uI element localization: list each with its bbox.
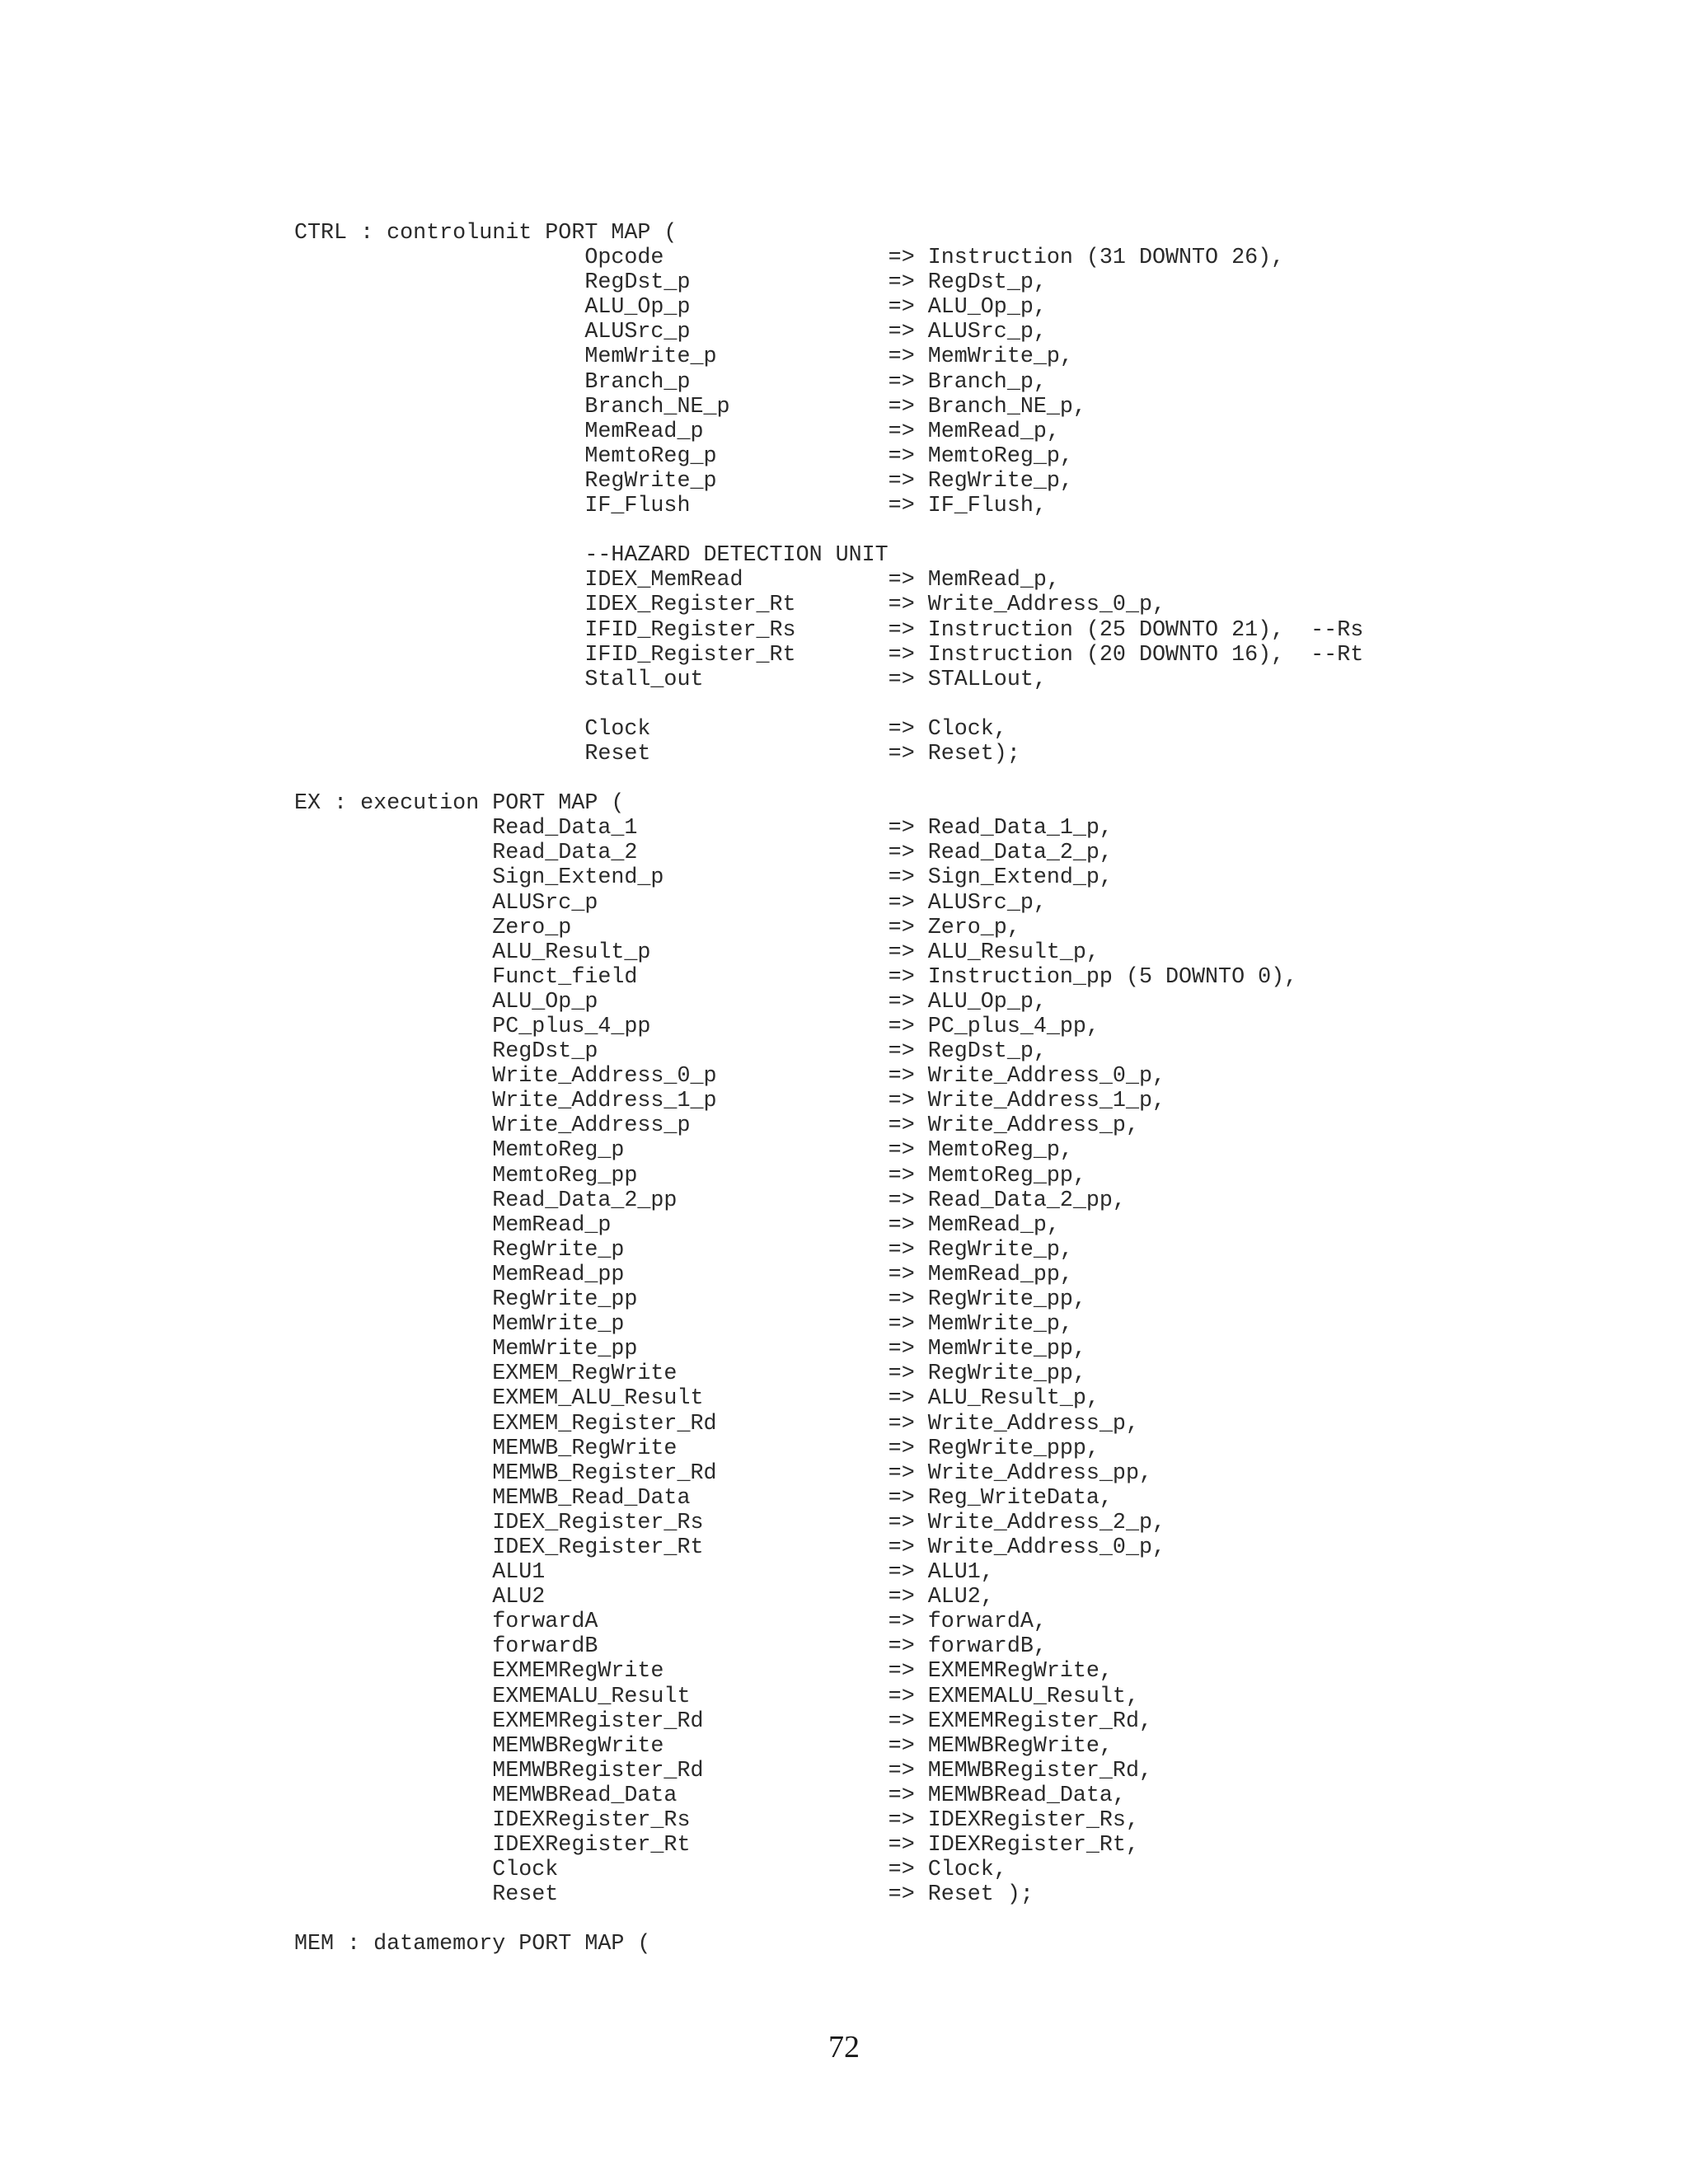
- code-line: [294, 692, 1363, 717]
- code-line: EXMEM_Register_Rd => Write_Address_p,: [294, 1411, 1139, 1436]
- code-line: IDEX_MemRead => MemRead_p,: [294, 568, 1060, 593]
- code-line: EXMEM_ALU_Result => ALU_Result_p,: [294, 1386, 1100, 1412]
- code-line: CTRL : controlunit PORT MAP (: [294, 221, 678, 246]
- code-line: RegWrite_p => RegWrite_p,: [294, 1237, 1073, 1263]
- code-line: EXMEM_RegWrite => RegWrite_pp,: [294, 1361, 1086, 1387]
- code-line: Sign_Extend_p => Sign_Extend_p,: [294, 865, 1113, 891]
- code-line: Read_Data_2_pp => Read_Data_2_pp,: [294, 1188, 1126, 1213]
- code-line: ALUSrc_p => ALUSrc_p,: [294, 320, 1047, 345]
- code-line: Zero_p => Zero_p,: [294, 915, 1020, 940]
- code-line: ALUSrc_p => ALUSrc_p,: [294, 890, 1047, 916]
- code-line: ALU1 => ALU1,: [294, 1560, 994, 1586]
- code-line: forwardB => forwardB,: [294, 1634, 1047, 1660]
- code-line: MemtoReg_pp => MemtoReg_pp,: [294, 1163, 1086, 1188]
- code-line: ALU_Op_p => ALU_Op_p,: [294, 295, 1047, 321]
- code-line: IDEXRegister_Rs => IDEXRegister_Rs,: [294, 1808, 1139, 1833]
- code-line: MEMWB_Read_Data => Reg_WriteData,: [294, 1485, 1113, 1511]
- code-line: Write_Address_1_p => Write_Address_1_p,: [294, 1089, 1165, 1114]
- code-line: Read_Data_2 => Read_Data_2_p,: [294, 841, 1113, 866]
- code-line: Branch_p => Branch_p,: [294, 369, 1047, 395]
- code-line: ALU2 => ALU2,: [294, 1585, 994, 1610]
- code-line: MEM : datamemory PORT MAP (: [294, 1932, 651, 1957]
- code-line: MemWrite_p => MemWrite_p,: [294, 1312, 1073, 1338]
- code-line: IDEXRegister_Rt => IDEXRegister_Rt,: [294, 1833, 1139, 1858]
- code-line: Read_Data_1 => Read_Data_1_p,: [294, 816, 1113, 841]
- code-line: MemRead_pp => MemRead_pp,: [294, 1262, 1073, 1287]
- code-line: IDEX_Register_Rt => Write_Address_0_p,: [294, 593, 1165, 618]
- code-line: MEMWBRegister_Rd => MEMWBRegister_Rd,: [294, 1758, 1152, 1783]
- code-line: MEMWB_Register_Rd => Write_Address_pp,: [294, 1460, 1152, 1486]
- code-line: forwardA => forwardA,: [294, 1610, 1047, 1635]
- code-line: MemWrite_pp => MemWrite_pp,: [294, 1337, 1086, 1362]
- code-line: EXMEMALU_Result => EXMEMALU_Result,: [294, 1684, 1139, 1709]
- code-line: ALU_Op_p => ALU_Op_p,: [294, 989, 1047, 1015]
- code-line: IDEX_Register_Rs => Write_Address_2_p,: [294, 1510, 1165, 1535]
- code-line: [294, 518, 1363, 543]
- code-line: MemWrite_p => MemWrite_p,: [294, 344, 1073, 370]
- code-line: Clock => Clock,: [294, 716, 1007, 742]
- code-line: [294, 1907, 1363, 1932]
- code-line: MemRead_p => MemRead_p,: [294, 1212, 1060, 1238]
- code-line: Clock => Clock,: [294, 1858, 1007, 1883]
- code-line: EXMEMRegWrite => EXMEMRegWrite,: [294, 1659, 1113, 1685]
- page-number: 72: [828, 2030, 860, 2064]
- code-line: EXMEMRegister_Rd => EXMEMRegister_Rd,: [294, 1708, 1152, 1734]
- code-line: RegDst_p => RegDst_p,: [294, 270, 1047, 296]
- code-line: PC_plus_4_pp => PC_plus_4_pp,: [294, 1015, 1100, 1039]
- code-line: [294, 766, 1363, 791]
- code-line: Stall_out => STALLout,: [294, 667, 1047, 692]
- code-line: IF_Flush => IF_Flush,: [294, 494, 1047, 519]
- code-line: MemtoReg_p => MemtoReg_p,: [294, 1138, 1073, 1164]
- code-line: ALU_Result_p => ALU_Result_p,: [294, 940, 1100, 965]
- code-line: Reset => Reset );: [294, 1882, 1034, 1908]
- code-line: IFID_Register_Rs => Instruction (25 DOWNTO 21), --Rs: [294, 617, 1364, 643]
- code-line: MemtoReg_p => MemtoReg_p,: [294, 443, 1073, 469]
- code-line: --HAZARD DETECTION UNIT: [294, 543, 889, 569]
- code-line: RegWrite_pp => RegWrite_pp,: [294, 1287, 1086, 1313]
- code-line: Write_Address_p => Write_Address_p,: [294, 1113, 1139, 1139]
- code-line: IFID_Register_Rt => Instruction (20 DOWNTO 16), --Rt: [294, 642, 1364, 668]
- vhdl-code-listing: [294, 221, 1363, 1957]
- code-line: MEMWB_RegWrite => RegWrite_ppp,: [294, 1436, 1100, 1461]
- code-line: MemRead_p => MemRead_p,: [294, 419, 1060, 444]
- code-line: MEMWBRead_Data => MEMWBRead_Data,: [294, 1783, 1126, 1808]
- code-line: IDEX_Register_Rt => Write_Address_0_p,: [294, 1535, 1165, 1560]
- code-line: Write_Address_0_p => Write_Address_0_p,: [294, 1064, 1165, 1090]
- code-line: Reset => Reset);: [294, 741, 1020, 766]
- code-line: EX : execution PORT MAP (: [294, 791, 625, 817]
- code-line: Funct_field => Instruction_pp (5 DOWNTO 0),: [294, 964, 1298, 990]
- code-line: RegWrite_p => RegWrite_p,: [294, 468, 1073, 494]
- code-line: Opcode => Instruction (31 DOWNTO 26),: [294, 246, 1285, 271]
- code-line: RegDst_p => RegDst_p,: [294, 1039, 1047, 1065]
- code-line: Branch_NE_p => Branch_NE_p,: [294, 394, 1086, 419]
- code-line: MEMWBRegWrite => MEMWBRegWrite,: [294, 1733, 1113, 1759]
